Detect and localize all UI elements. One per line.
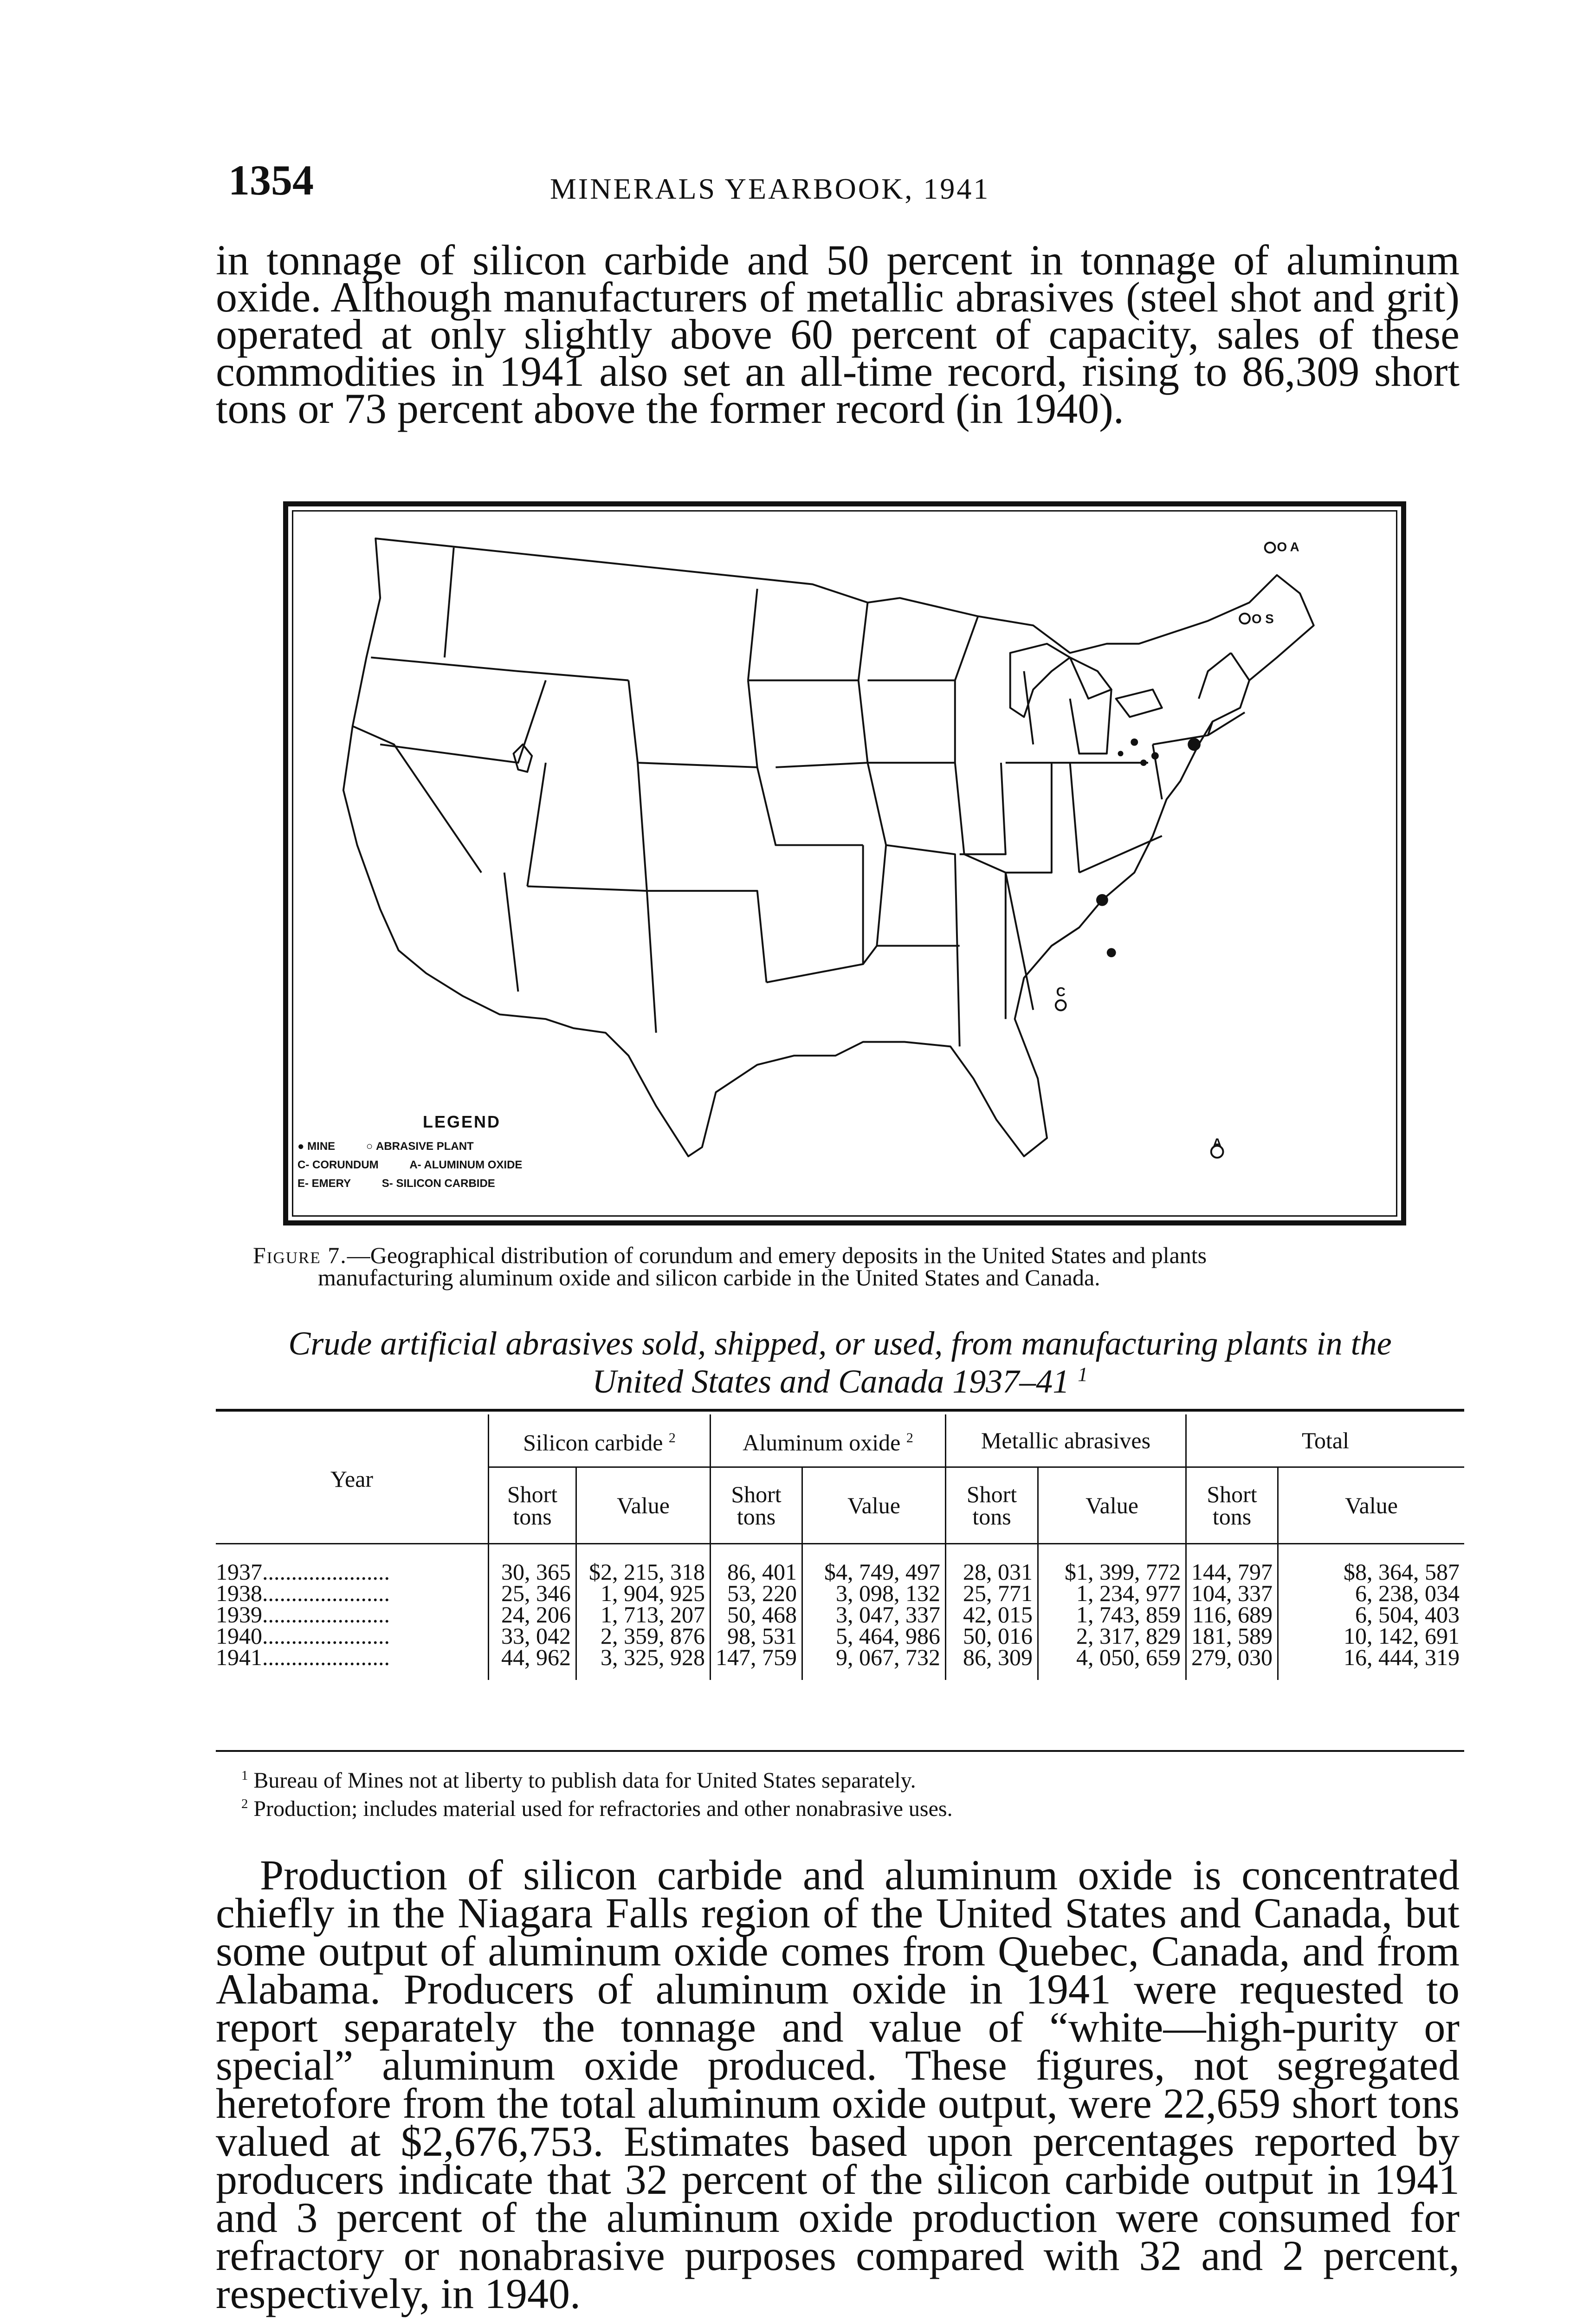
subcol-ao-tons: Short tons bbox=[711, 1467, 802, 1544]
footnote-2: $^2$ Production; includes material used for refractories and other nonabrasive uses. bbox=[241, 1796, 953, 1821]
table-row bbox=[216, 1625, 1464, 1647]
map-label-c: C bbox=[1056, 984, 1066, 999]
cell-total-tons: 104, 337 bbox=[1186, 1582, 1278, 1604]
cell-total-value: 10, 142, 691 bbox=[1278, 1625, 1465, 1647]
table-row bbox=[216, 1647, 1464, 1680]
col-year: Year bbox=[216, 1414, 489, 1544]
subcol-ma-value: Value bbox=[1038, 1467, 1186, 1544]
map-label-a: O A bbox=[1277, 539, 1299, 554]
legend-mine: ● MINE bbox=[297, 1140, 336, 1153]
table-footnotes bbox=[241, 1764, 953, 1821]
legend-aluminum-oxide: A- ALUMINUM OXIDE bbox=[409, 1159, 523, 1171]
table-row bbox=[216, 1604, 1464, 1625]
subcol-ao-value: Value bbox=[802, 1467, 946, 1544]
table-row bbox=[216, 1582, 1464, 1604]
col-silicon-carbide: Silicon carbide $^2$ bbox=[489, 1414, 711, 1467]
legend-abrasive-plant: ○ ABRASIVE PLANT bbox=[366, 1140, 474, 1153]
caption-text: —Geographical distribution of corundum and emery deposits in the United States and plants bbox=[347, 1242, 1207, 1268]
cell-year: 1938...................... bbox=[216, 1580, 390, 1606]
cell-ma-value: 4, 050, 659 bbox=[1038, 1647, 1186, 1680]
cell-sc-value: 3, 325, 928 bbox=[576, 1647, 711, 1680]
mine-marker bbox=[1188, 738, 1201, 751]
table-row bbox=[216, 1544, 1464, 1583]
running-head: MINERALS YEARBOOK, 1941 bbox=[550, 172, 990, 205]
table-top-rule bbox=[216, 1409, 1464, 1412]
state-lines-east bbox=[1024, 653, 1249, 799]
state-lines-west bbox=[353, 548, 868, 1033]
caption-lead: Figure 7. bbox=[253, 1242, 347, 1268]
state-lines-central bbox=[863, 616, 1162, 1047]
cell-year: 1940...................... bbox=[216, 1623, 390, 1649]
cell-ao-value: 3, 098, 132 bbox=[802, 1582, 946, 1604]
cell-sc-value: $2, 215, 318 bbox=[576, 1544, 711, 1583]
cell-ma-value: 1, 234, 977 bbox=[1038, 1582, 1186, 1604]
table-title-line-1: Crude artificial abrasives sold, shipped, or used, from manufacturing plants in the bbox=[288, 1325, 1392, 1362]
plant-marker bbox=[1056, 1000, 1066, 1011]
figure-map bbox=[283, 501, 1406, 1225]
cell-sc-value: 1, 713, 207 bbox=[576, 1604, 711, 1625]
col-metallic-abrasives: Metallic abrasives bbox=[946, 1414, 1186, 1467]
plant-marker bbox=[1240, 614, 1250, 624]
cell-total-value: 16, 444, 319 bbox=[1278, 1647, 1465, 1680]
cell-sc-tons: 30, 365 bbox=[489, 1544, 576, 1583]
cell-sc-tons: 25, 346 bbox=[489, 1582, 576, 1604]
legend-corundum: C- CORUNDUM bbox=[297, 1159, 379, 1171]
cell-sc-tons: 33, 042 bbox=[489, 1625, 576, 1647]
cell-total-value: $8, 364, 587 bbox=[1278, 1544, 1465, 1583]
mine-marker bbox=[1096, 894, 1108, 906]
cell-ma-tons: 50, 016 bbox=[946, 1625, 1038, 1647]
cell-ao-value: 3, 047, 337 bbox=[802, 1604, 946, 1625]
cell-year: 1939...................... bbox=[216, 1601, 390, 1627]
cell-ma-value: 2, 317, 829 bbox=[1038, 1625, 1186, 1647]
cell-sc-tons: 24, 206 bbox=[489, 1604, 576, 1625]
paragraph-1: in tonnage of silicon carbide and 50 percent in tonnage of aluminum oxide. Although manufacturers of metallic abrasives (steel shot and grit) operated at only slightly above 60 percent of capacity, sales of these commodities in 1941 also set an all-time record, rising to 86,309 short tons or 73 percent above the former record (in 1940). bbox=[216, 236, 1460, 432]
map-label-s: O S bbox=[1251, 611, 1274, 626]
mine-marker bbox=[1151, 752, 1159, 759]
us-outline bbox=[343, 538, 1314, 1156]
cell-ao-value: 9, 067, 732 bbox=[802, 1647, 946, 1680]
cell-ma-value: $1, 399, 772 bbox=[1038, 1544, 1186, 1583]
table-title-footnote: 1 bbox=[1078, 1364, 1088, 1386]
plant-marker bbox=[1265, 543, 1275, 553]
cell-sc-value: 1, 904, 925 bbox=[576, 1582, 711, 1604]
cell-ma-value: 1, 743, 859 bbox=[1038, 1604, 1186, 1625]
cell-sc-tons: 44, 962 bbox=[489, 1647, 576, 1680]
table-title-line-2: United States and Canada 1937–41 bbox=[592, 1363, 1070, 1400]
great-lakes bbox=[1010, 644, 1162, 717]
figure-caption bbox=[253, 1244, 1460, 1289]
map-label-a2: A bbox=[1212, 1135, 1222, 1150]
cell-total-value: 6, 504, 403 bbox=[1278, 1604, 1465, 1625]
caption-text-2: manufacturing aluminum oxide and silicon carbide in the United States and Canada. bbox=[318, 1264, 1100, 1290]
cell-year: 1937...................... bbox=[216, 1559, 390, 1585]
subcol-sc-tons: Short tons bbox=[489, 1467, 576, 1544]
cell-ma-tons: 28, 031 bbox=[946, 1544, 1038, 1583]
cell-ma-tons: 42, 015 bbox=[946, 1604, 1038, 1625]
footnote-1: $^1$ Bureau of Mines not at liberty to publish data for United States separately. bbox=[241, 1768, 916, 1793]
abrasives-data-table bbox=[216, 1414, 1464, 1680]
cell-total-tons: 116, 689 bbox=[1186, 1604, 1278, 1625]
col-total: Total bbox=[1186, 1414, 1465, 1467]
cell-ao-value: $4, 749, 497 bbox=[802, 1544, 946, 1583]
page-number: 1354 bbox=[228, 156, 314, 204]
legend-title: LEGEND bbox=[423, 1112, 501, 1131]
subcol-total-value: Value bbox=[1278, 1467, 1465, 1544]
mine-marker bbox=[1140, 759, 1147, 766]
mine-marker bbox=[1107, 948, 1116, 957]
table-bottom-rule bbox=[216, 1750, 1464, 1752]
mine-marker bbox=[1118, 751, 1124, 756]
cell-ma-tons: 25, 771 bbox=[946, 1582, 1038, 1604]
cell-total-tons: 181, 589 bbox=[1186, 1625, 1278, 1647]
cell-sc-value: 2, 359, 876 bbox=[576, 1625, 711, 1647]
cell-ao-tons: 53, 220 bbox=[711, 1582, 802, 1604]
subcol-total-tons: Short tons bbox=[1186, 1467, 1278, 1544]
cell-total-value: 6, 238, 034 bbox=[1278, 1582, 1465, 1604]
cell-total-tons: 144, 797 bbox=[1186, 1544, 1278, 1583]
subcol-sc-value: Value bbox=[576, 1467, 711, 1544]
mine-marker bbox=[1131, 739, 1138, 746]
cell-ao-tons: 50, 468 bbox=[711, 1604, 802, 1625]
col-aluminum-oxide: Aluminum oxide $^2$ bbox=[711, 1414, 946, 1467]
cell-ao-tons: 147, 759 bbox=[711, 1647, 802, 1680]
paragraph-2: Production of silicon carbide and aluminum oxide is concentrated chiefly in the Niagara Falls region of the United States and Canada, but some output of aluminum oxide comes from Quebec, Canada, and from Alabama. Producers of aluminum oxide in 1941 were requested to report separately the tonnage and value of “white—high-purity or special” aluminum oxide produced. These figures, not segregated heretofore from the total aluminum oxide output, were 22,659 short tons valued at $2,676,753. Estimates based upon percentages reported by producers indicate that 32 percent of the silicon carbide output in 1941 and 3 percent of the aluminum oxide production were consumed for refractory or nonabrasive purposes compared with 32 and 2 percent, respectively, in 1940. bbox=[216, 1851, 1460, 2317]
cell-ao-tons: 98, 531 bbox=[711, 1625, 802, 1647]
cell-year: 1941...................... bbox=[216, 1644, 390, 1670]
table-title bbox=[218, 1325, 1462, 1400]
cell-total-tons: 279, 030 bbox=[1186, 1647, 1278, 1680]
legend-emery: E- EMERY bbox=[297, 1177, 351, 1190]
subcol-ma-tons: Short tons bbox=[946, 1467, 1038, 1544]
cell-ao-tons: 86, 401 bbox=[711, 1544, 802, 1583]
cell-ao-value: 5, 464, 986 bbox=[802, 1625, 946, 1647]
cell-ma-tons: 86, 309 bbox=[946, 1647, 1038, 1680]
legend-silicon-carbide: S- SILICON CARBIDE bbox=[381, 1177, 495, 1190]
